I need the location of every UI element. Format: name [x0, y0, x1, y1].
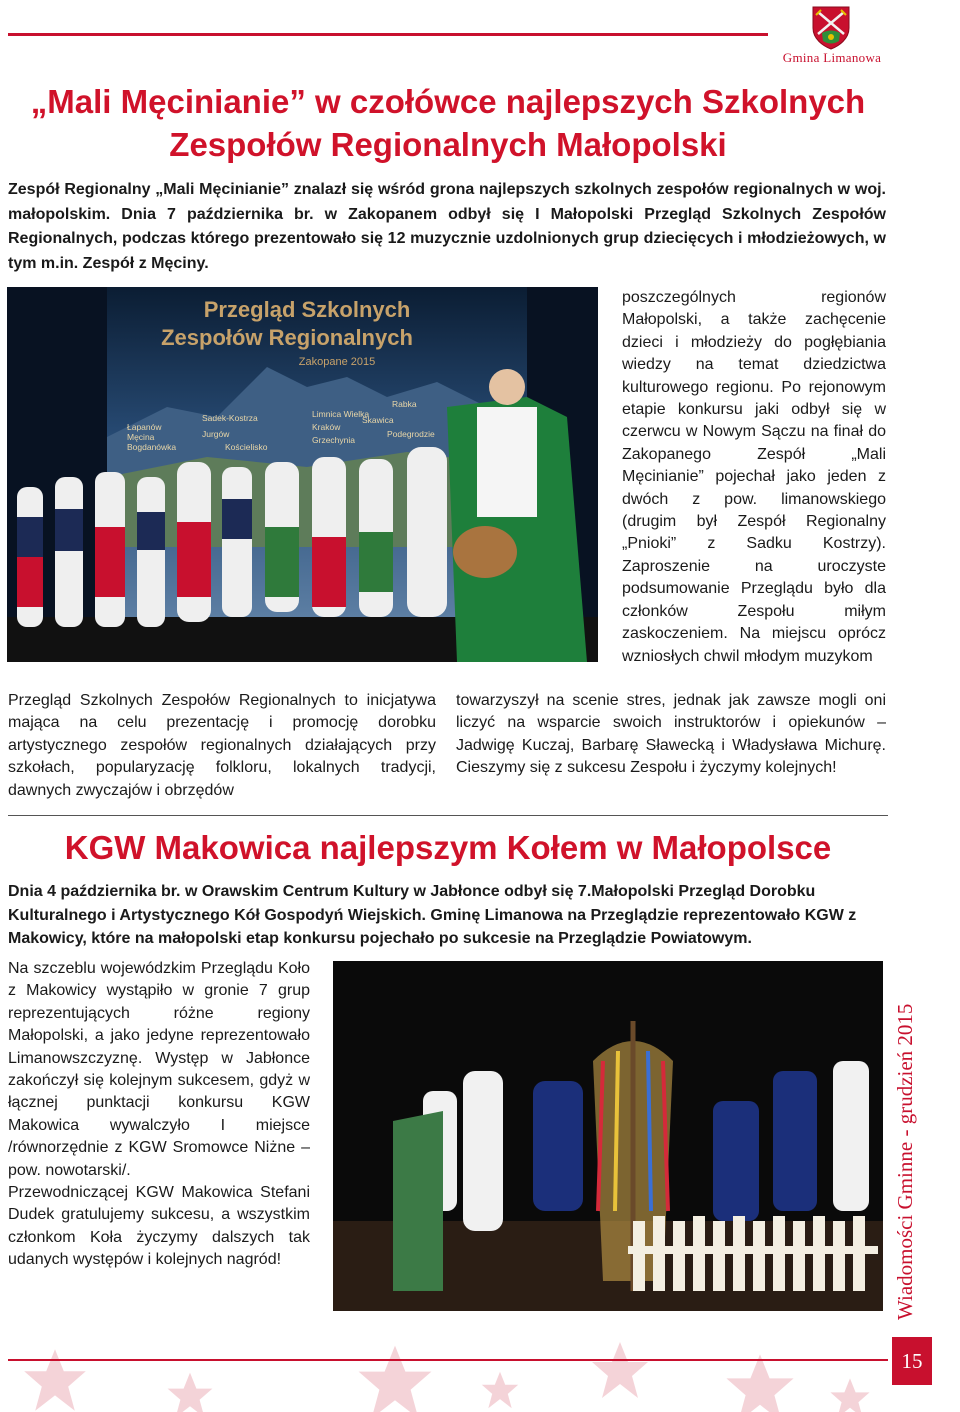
- page-number: 15: [892, 1337, 932, 1385]
- article-lead: Zespół Regionalny „Mali Męcinianie” znalazł się wśród grona najlepszych szkolnych zespołów regionalnych w woj. małopolskim. Dnia 7 października br. w Zakopanem odbył się I Małopolski Przegląd Szkolnych Zespołów Regionalnych, podczas którego prezentowało się 12 muzycznie uzdolnionych grup dziecięcych i młodzieżowych, w tym m.in. Zespół z Męciny.: [8, 181, 886, 272]
- brand-name: Gmina Limanowa: [782, 50, 882, 65]
- article2-body: [8, 958, 310, 1272]
- screen-place: Łapanów: [127, 422, 162, 432]
- screen-place: Rabka: [392, 399, 417, 409]
- star-icon: [726, 1354, 793, 1412]
- star-icon: [359, 1346, 432, 1412]
- article2-body-paragraph-1: Na szczeblu wojewódzkim Przeglądu Koło z Makowicy wystąpiło w gronie 7 grup reprezentujących różne regiony Małopolski, a jako jedyne reprezentowało Limanowszczyznę. Występ w Jabłonce zakończył się kolejnym sukcesem, gdyż w łącznej punktacji konkursu KGW Makowica wywalczyło I miejsce /równorzędnie z KGW Sromowce Niżne – pow. nowotarski/.: [8, 960, 310, 1179]
- screen-text-line-2: Zespołów Regionalnych: [161, 325, 413, 350]
- article-left-column: Przegląd Szkolnych Zespołów Regionalnych to inicjatywa mająca na celu prezentację i promocję dorobku artystycznego zespołów regionalnych działających przy szkołach, popularyzację folkloru, lokalnych tradycji, dawnych zwyczajów i obrzędów: [8, 692, 436, 799]
- screen-place: Bogdanówka: [127, 442, 177, 452]
- screen-text-line-1: Przegląd Szkolnych: [203, 297, 411, 322]
- article-wide-column: towarzyszył na scenie stres, jednak jak zawsze mogli oni liczyć na wsparcie swoich instruktorów i opiekunów – Jadwigę Kuczaj, Barbarę Sławecką i Władysława Michurę. Cieszymy się z sukcesu Zespołu i życzymy kolejnych!: [456, 692, 886, 777]
- screen-place: Męcina: [127, 432, 155, 442]
- article-title-line-2: Zespołów Regionalnych Małopolski: [169, 126, 727, 163]
- article-title: [8, 80, 888, 166]
- section-divider: [8, 815, 888, 816]
- screen-place: Jurgów: [202, 429, 230, 439]
- star-icon: [168, 1373, 213, 1412]
- article2-body-paragraph-2: Przewodniczącej KGW Makowica Stefani Dudek gratulujemy sukcesu, a wszystkim członkom Koła życzymy dalszych tak udanych występów i kolejnych nagród!: [8, 1184, 310, 1269]
- magazine-side-title: Wiadomości Gminne - grudzień 2015: [893, 1003, 917, 1320]
- screen-place: Sadek-Kostrza: [202, 413, 258, 423]
- screen-text-year: Zakopane 2015: [298, 356, 376, 368]
- article2-lead: Dnia 4 października br. w Orawskim Centrum Kultury w Jabłonce odbył się 7.Małopolski Przegląd Dorobku Kulturalnego i Artystycznego Kół Gospodyń Wiejskich. Gminę Limanowa na Przeglądzie reprezentowało KGW z Makowicy, które na małopolski etap konkursu pojechało po sukcesie na Przeglądzie Powiatowym.: [8, 883, 857, 947]
- article2-title: KGW Makowica najlepszym Kołem w Małopolsce: [64, 829, 832, 866]
- screen-place: Grzechynia: [312, 435, 355, 445]
- screen-place: Kraków: [312, 422, 341, 432]
- decorative-stars: [0, 1270, 960, 1412]
- kgw-stage-photo: [333, 961, 883, 1311]
- folk-ensemble-photo: [7, 287, 598, 662]
- article-title-line-1: „Mali Męcinianie” w czołówce najlepszych Szkolnych: [30, 83, 866, 120]
- star-icon: [830, 1378, 869, 1412]
- header-rule: [8, 33, 768, 36]
- article-right-column: poszczególnych regionów Małopolski, a także zachęcenie dzieci i młodzieży do pogłębiania wiedzy na temat dziedzictwa kulturowego regionu. Po rejonowym etapie konkursu jaki odbył się w czerwcu w Nowym Sączu na finał do Zakopanego Zespół „Mali Męcinianie” pojechał jako jeden z dwóch z pow. limanowskiego (drugim był Zespół Regionalny „Pnioki” z Sadku Kostrzy). Zaproszenie na uroczyste podsumowanie Przeglądu było dla członków Zespołu miłym zaskoczeniem. Na miejscu oprócz wzniosłych chwil młodym muzykom: [622, 289, 886, 665]
- screen-place: Kościelisko: [225, 442, 268, 452]
- screen-place: Podegrodzie: [387, 429, 435, 439]
- screen-place: Skawica: [362, 415, 394, 425]
- footer-rule: [8, 1359, 888, 1361]
- coat-of-arms-icon: [808, 4, 854, 50]
- star-icon: [592, 1342, 648, 1398]
- screen-place: Limnica Wielka: [312, 409, 370, 419]
- star-icon: [482, 1372, 518, 1408]
